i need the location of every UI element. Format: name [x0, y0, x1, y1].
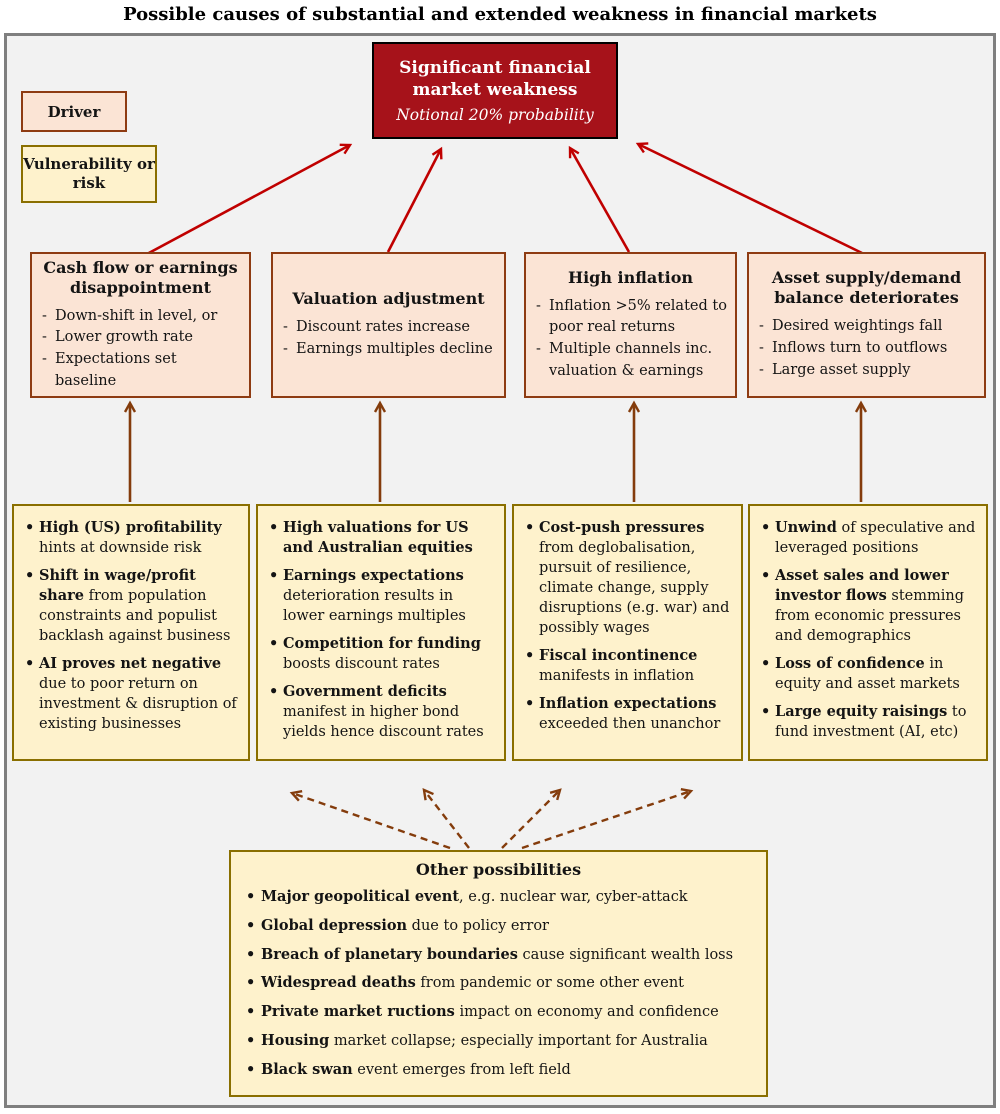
other-possibilities-box [229, 850, 768, 1097]
target-box [372, 42, 618, 139]
list-item: • High valuations for US and Australian equities [268, 518, 496, 558]
list-item: • Competition for funding boosts discount rates [268, 634, 496, 674]
list-item: • Breach of planetary boundaries cause significant wealth loss [245, 945, 752, 965]
legend-vulnerability-label: Vulnerability or risk [23, 155, 155, 192]
list-item: - Large asset supply [757, 360, 976, 382]
list-item: - Desired weightings fall [757, 316, 976, 338]
legend-driver-label: Driver [47, 102, 101, 121]
list-item: • Global depression due to policy error [245, 916, 752, 936]
list-item: • Shift in wage/profit share from population constraints and populist backlash against business [24, 566, 240, 646]
driver-box-list [757, 316, 976, 381]
list-item: • Widespread deaths from pandemic or some other event [245, 973, 752, 993]
other-possibilities-list [245, 887, 752, 1080]
other-possibilities-title: Other possibilities [415, 860, 582, 879]
list-item: • Private market ructions impact on economy and confidence [245, 1002, 752, 1022]
driver-box-title: Valuation adjustment [292, 289, 485, 309]
list-item: • Loss of confidence in equity and asset markets [760, 654, 978, 694]
legend-driver [21, 91, 127, 132]
list-item: • Housing market collapse; especially important for Australia [245, 1031, 752, 1051]
list-item: - Inflows turn to outflows [757, 338, 976, 360]
driver-box-valuation [271, 252, 506, 398]
list-item: • Inflation expectations exceeded then unanchor [524, 694, 733, 734]
list-item: • Earnings expectations deterioration results in lower earnings multiples [268, 566, 496, 626]
driver-box-asset-balance [747, 252, 986, 398]
list-item: • Government deficits manifest in higher bond yields hence discount rates [268, 682, 496, 742]
list-item: - Earnings multiples decline [281, 339, 496, 361]
list-item: • Cost-push pressures from deglobalisation, pursuit of resilience, climate change, supply disruptions (e.g. war) and possibly wages [524, 518, 733, 638]
vulnerability-box-profitability [12, 504, 250, 761]
list-item: - Multiple channels inc. valuation & earnings [534, 339, 727, 383]
vulnerability-box-list [760, 518, 978, 742]
list-item: - Inflation >5% related to poor real returns [534, 296, 727, 340]
list-item: • Fiscal incontinence manifests in inflation [524, 646, 733, 686]
list-item: • Large equity raisings to fund investment (AI, etc) [760, 702, 978, 742]
list-item: - Discount rates increase [281, 317, 496, 339]
driver-box-list [281, 317, 496, 361]
list-item: - Lower growth rate [40, 327, 241, 349]
driver-box-title: Asset supply/demand balance deteriorates [771, 268, 962, 308]
list-item: - Down-shift in level, or [40, 306, 241, 328]
driver-box-title: Cash flow or earnings disappointment [43, 257, 238, 297]
list-item: • Asset sales and lower investor flows stemming from economic pressures and demographics [760, 566, 978, 646]
driver-box-title: High inflation [567, 267, 694, 287]
target-subtitle: Notional 20% probability [396, 106, 594, 125]
vulnerability-box-flows [748, 504, 988, 761]
vulnerability-box-valuations [256, 504, 506, 761]
target-heading: Significant financial market weakness [399, 57, 591, 100]
driver-box-list [534, 296, 727, 383]
list-item: • Black swan event emerges from left field [245, 1060, 752, 1080]
diagram-title: Possible causes of substantial and extended weakness in financial markets [123, 4, 877, 25]
list-item: • High (US) profitability hints at downside risk [24, 518, 240, 558]
vulnerability-box-list [24, 518, 240, 734]
vulnerability-box-list [268, 518, 496, 742]
legend-vulnerability [21, 145, 157, 203]
vulnerability-box-inflation [512, 504, 743, 761]
list-item: • Major geopolitical event, e.g. nuclear war, cyber-attack [245, 887, 752, 907]
driver-box-inflation [524, 252, 737, 398]
list-item: - Expectations set baseline [40, 349, 241, 393]
vulnerability-box-list [524, 518, 733, 734]
list-item: • Unwind of speculative and leveraged positions [760, 518, 978, 558]
driver-box-cash-flow [30, 252, 251, 398]
driver-box-list [40, 306, 241, 393]
list-item: • AI proves net negative due to poor return on investment & disruption of existing businesses [24, 654, 240, 734]
